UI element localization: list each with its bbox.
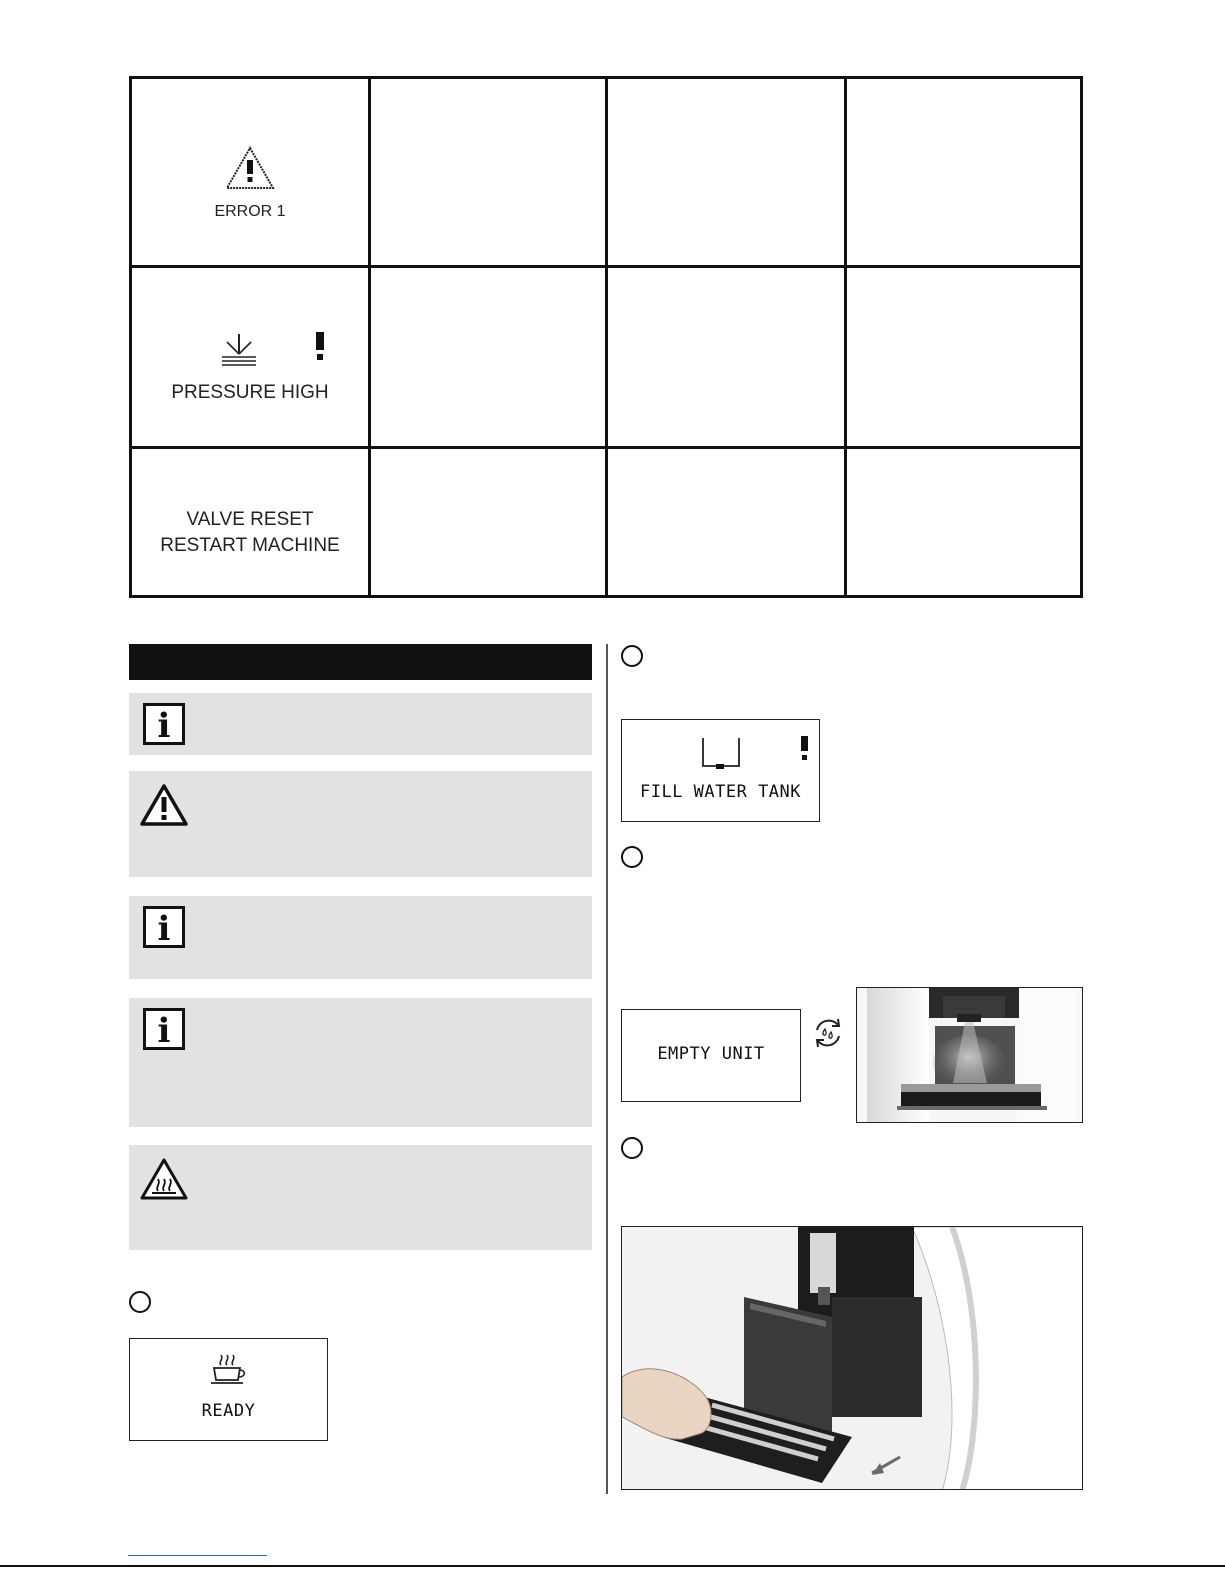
table-row-divider [132, 265, 1080, 268]
error-1-label: ERROR 1 [214, 203, 286, 220]
fill-water-tank-text: FILL WATER TANK [639, 782, 802, 802]
drip-tray-photo [621, 1226, 1083, 1490]
step-marker [621, 645, 643, 667]
empty-unit-text: EMPTY UNIT [657, 1044, 765, 1064]
valve-reset-label: VALVE RESET [186, 509, 314, 530]
footer-link-underline[interactable] [128, 1555, 267, 1556]
info-note [129, 998, 592, 1127]
ready-text: READY [201, 1401, 256, 1421]
info-note [129, 896, 592, 979]
step-marker [621, 1137, 643, 1159]
footer-rule [0, 1565, 1225, 1567]
warning-icon [139, 783, 189, 827]
table-column-divider [368, 79, 371, 595]
table-column-divider [605, 79, 608, 595]
machine-steam-photo [856, 987, 1083, 1123]
exclamation-icon [800, 736, 810, 762]
empty-unit-display [621, 1009, 801, 1102]
info-icon: i [143, 1008, 185, 1050]
warning-triangle-icon [224, 145, 276, 191]
water-tank-icon [699, 736, 743, 772]
exclamation-icon [315, 332, 325, 362]
table-row-divider [132, 446, 1080, 449]
hot-surface-note [129, 1145, 592, 1250]
pressure-icon [218, 332, 260, 368]
warning-note [129, 771, 592, 877]
ready-display [129, 1338, 328, 1441]
hot-surface-icon [139, 1157, 189, 1201]
column-divider [606, 644, 608, 1494]
step-marker [621, 846, 643, 868]
table-column-divider [844, 79, 847, 595]
restart-machine-label: RESTART MACHINE [160, 535, 340, 556]
info-icon: i [143, 906, 185, 948]
machine-steam-illustration [857, 988, 1083, 1123]
rinse-cycle-icon [811, 1016, 845, 1050]
section-header-bar [129, 644, 592, 680]
fill-water-tank-display [621, 719, 820, 822]
coffee-cup-icon [209, 1353, 249, 1387]
info-icon: i [143, 703, 185, 745]
error-table [129, 76, 1083, 598]
pressure-high-label: PRESSURE HIGH [171, 382, 329, 403]
info-note [129, 693, 592, 755]
step-marker [129, 1291, 151, 1313]
drip-tray-illustration [622, 1227, 1083, 1490]
